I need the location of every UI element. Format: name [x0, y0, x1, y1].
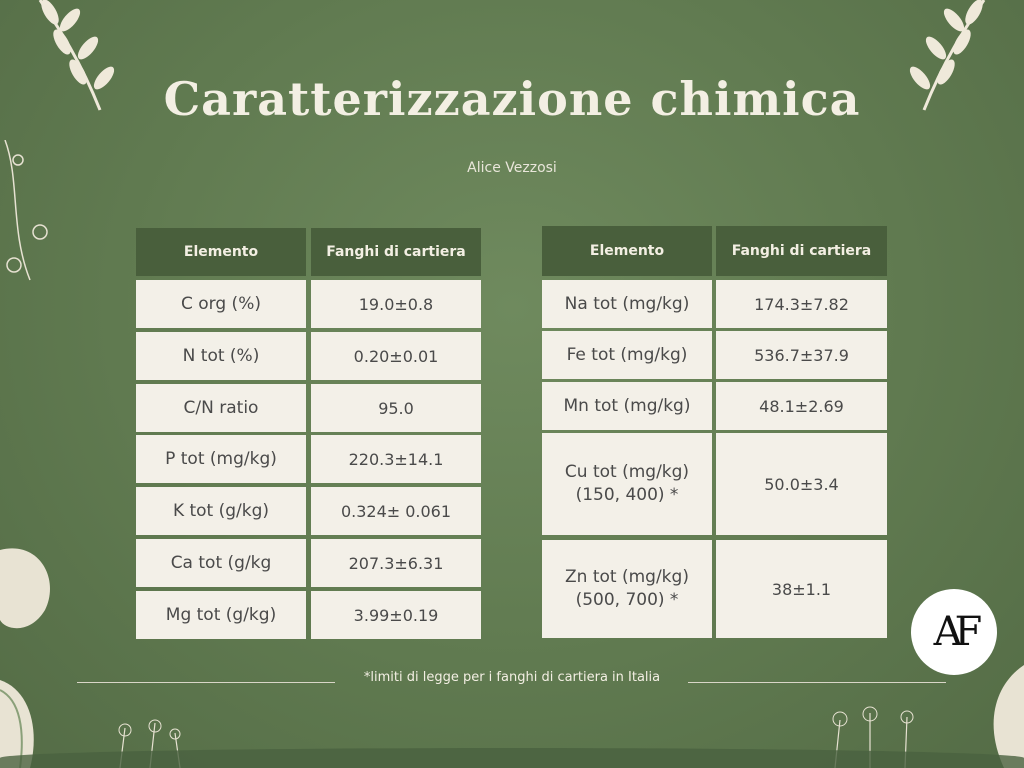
header-fanghi: Fanghi di cartiera: [716, 226, 887, 276]
table-row-value: 0.20±0.01: [311, 332, 481, 380]
footnote: *limiti di legge per i fanghi di cartiera in Italia: [363, 670, 661, 685]
header-elemento: Elemento: [136, 228, 306, 276]
header-fanghi: Fanghi di cartiera: [311, 228, 481, 276]
table-row-value: 0.324± 0.061: [311, 487, 481, 535]
header-elemento: Elemento: [542, 226, 712, 276]
ground-leaves: [0, 748, 1024, 768]
table-row-value: 48.1±2.69: [716, 382, 887, 430]
table-row-label: K tot (g/kg): [136, 487, 306, 535]
table-row-value: 536.7±37.9: [716, 331, 887, 379]
table-row-value: 220.3±14.1: [311, 435, 481, 483]
af-logo: AF: [911, 589, 997, 675]
table-row-value: 38±1.1: [716, 540, 887, 638]
table-row-label: Cu tot (mg/kg) (150, 400) *: [542, 433, 712, 535]
leaf-left-icon: [0, 540, 60, 640]
table-row-label: N tot (%): [136, 332, 306, 380]
table-row-label: Mg tot (g/kg): [136, 591, 306, 639]
table-row-value: 95.0: [311, 384, 481, 432]
table-row-label: C/N ratio: [136, 384, 306, 432]
table-row-value: 3.99±0.19: [311, 591, 481, 639]
table-row-value: 19.0±0.8: [311, 280, 481, 328]
table-row-value: 174.3±7.82: [716, 280, 887, 328]
table-row-value: 50.0±3.4: [716, 433, 887, 535]
table-row-label: Ca tot (g/kg: [136, 539, 306, 587]
table-row-label: C org (%): [136, 280, 306, 328]
table-row-label: Zn tot (mg/kg) (500, 700) *: [542, 540, 712, 638]
table-row-label: P tot (mg/kg): [136, 435, 306, 483]
table-row-label: Mn tot (mg/kg): [542, 382, 712, 430]
table-row-label: Fe tot (mg/kg): [542, 331, 712, 379]
author-name: Alice Vezzosi: [467, 160, 557, 176]
table-row-value: 207.3±6.31: [311, 539, 481, 587]
page-title: Caratterizzazione chimica: [163, 72, 861, 126]
table-row-label: Na tot (mg/kg): [542, 280, 712, 328]
